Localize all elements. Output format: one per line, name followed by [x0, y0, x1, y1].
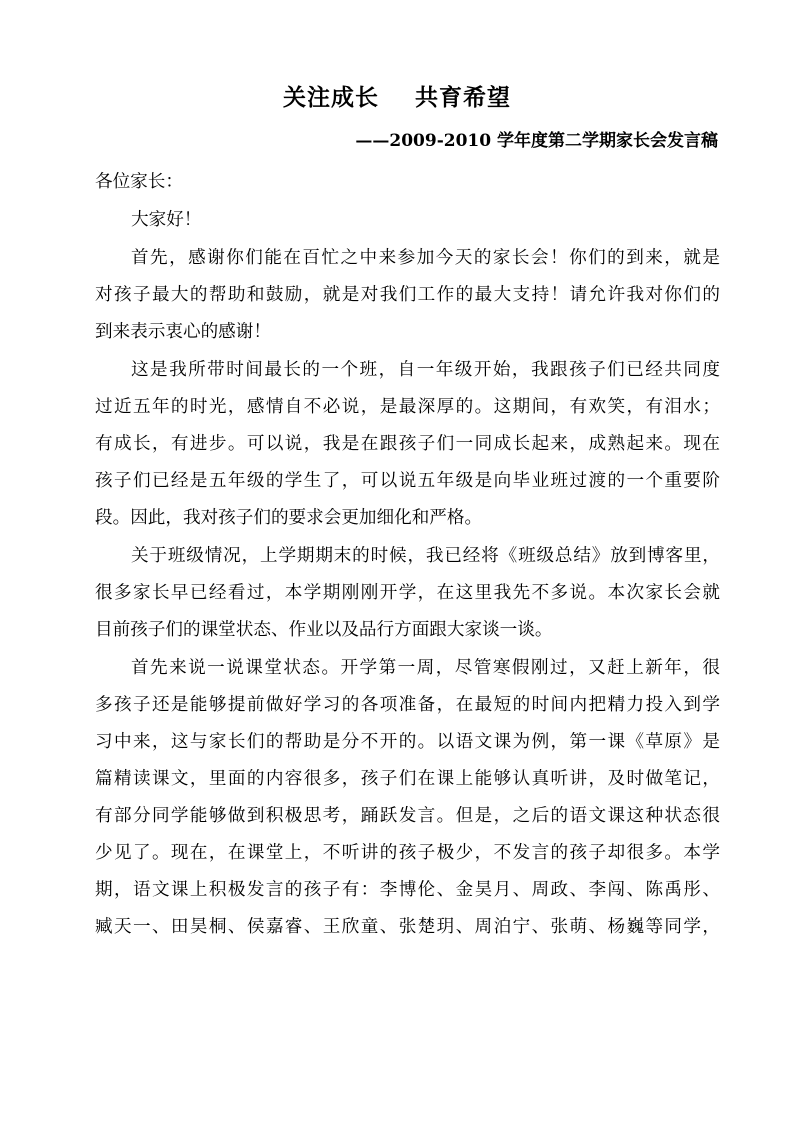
paragraph-1-line-3: 到来表示衷心的感谢！ [95, 322, 271, 342]
paragraph-3-line-3: 目前孩子们的课堂状态、作业以及品行方面跟大家谈一谈。 [95, 620, 553, 640]
salutation-line: 各位家长： [95, 172, 183, 192]
paragraph-4-line-8: 臧天一、田昊桐、侯嘉睿、王欣童、张楚玥、周泊宁、张萌、杨巍等同学， [95, 917, 720, 937]
paragraph-2-line-5: 段。因此，我对孩子们的要求会更加细化和严格。 [95, 508, 483, 528]
paragraph-2-line-1: 这是我所带时间最长的一个班，自一年级开始，我跟孩子们已经共同度 [131, 360, 720, 380]
paragraph-4-line-3: 习中来，这与家长们的帮助是分不开的。以语文课为例，第一课《草原》是 [95, 732, 720, 752]
paragraph-4-line-5: 有部分同学能够做到积极思考，踊跃发言。但是，之后的语文课这种状态很 [95, 806, 720, 826]
paragraph-1-line-1: 首先，感谢你们能在百忙之中来参加今天的家长会！你们的到来，就是 [131, 248, 720, 268]
paragraph-3-line-1: 关于班级情况，上学期期末的时候，我已经将《班级总结》放到博客里， [131, 546, 720, 566]
paragraph-3-line-2: 很多家长早已经看过，本学期刚刚开学，在这里我先不多说。本次家长会就 [95, 583, 720, 603]
paragraph-2-line-2: 过近五年的时光，感情自不必说，是最深厚的。这期间，有欢笑，有泪水； [95, 397, 720, 417]
greeting-line: 大家好！ [131, 210, 202, 230]
paragraph-2-line-4: 孩子们已经是五年级的学生了，可以说五年级是向毕业班过渡的一个重要阶 [95, 471, 720, 491]
paragraph-1-line-2: 对孩子最大的帮助和鼓励，就是对我们工作的最大支持！请允许我对你们的 [95, 285, 720, 305]
paragraph-4-line-2: 多孩子还是能够提前做好学习的各项准备，在最短的时间内把精力投入到学 [95, 695, 720, 715]
paragraph-4-line-4: 篇精读课文，里面的内容很多，孩子们在课上能够认真听讲，及时做笔记， [95, 769, 720, 789]
paragraph-4-line-1: 首先来说一说课堂状态。开学第一周，尽管寒假刚过，又赶上新年，很 [131, 658, 720, 678]
paragraph-4-line-7: 期，语文课上积极发言的孩子有：李博伦、金昊月、周政、李闯、陈禹彤、 [95, 880, 720, 900]
paragraph-2-line-3: 有成长，有进步。可以说，我是在跟孩子们一同成长起来，成熟起来。现在 [95, 434, 720, 454]
document-subtitle: ——2009-2010 学年度第二学期家长会发言稿 [355, 131, 718, 151]
document-body [95, 167, 720, 942]
document-title: 关注成长 共育希望 [282, 84, 512, 111]
paragraph-4-line-6: 少见了。现在，在课堂上，不听讲的孩子极少，不发言的孩子却很多。本学 [95, 843, 720, 863]
